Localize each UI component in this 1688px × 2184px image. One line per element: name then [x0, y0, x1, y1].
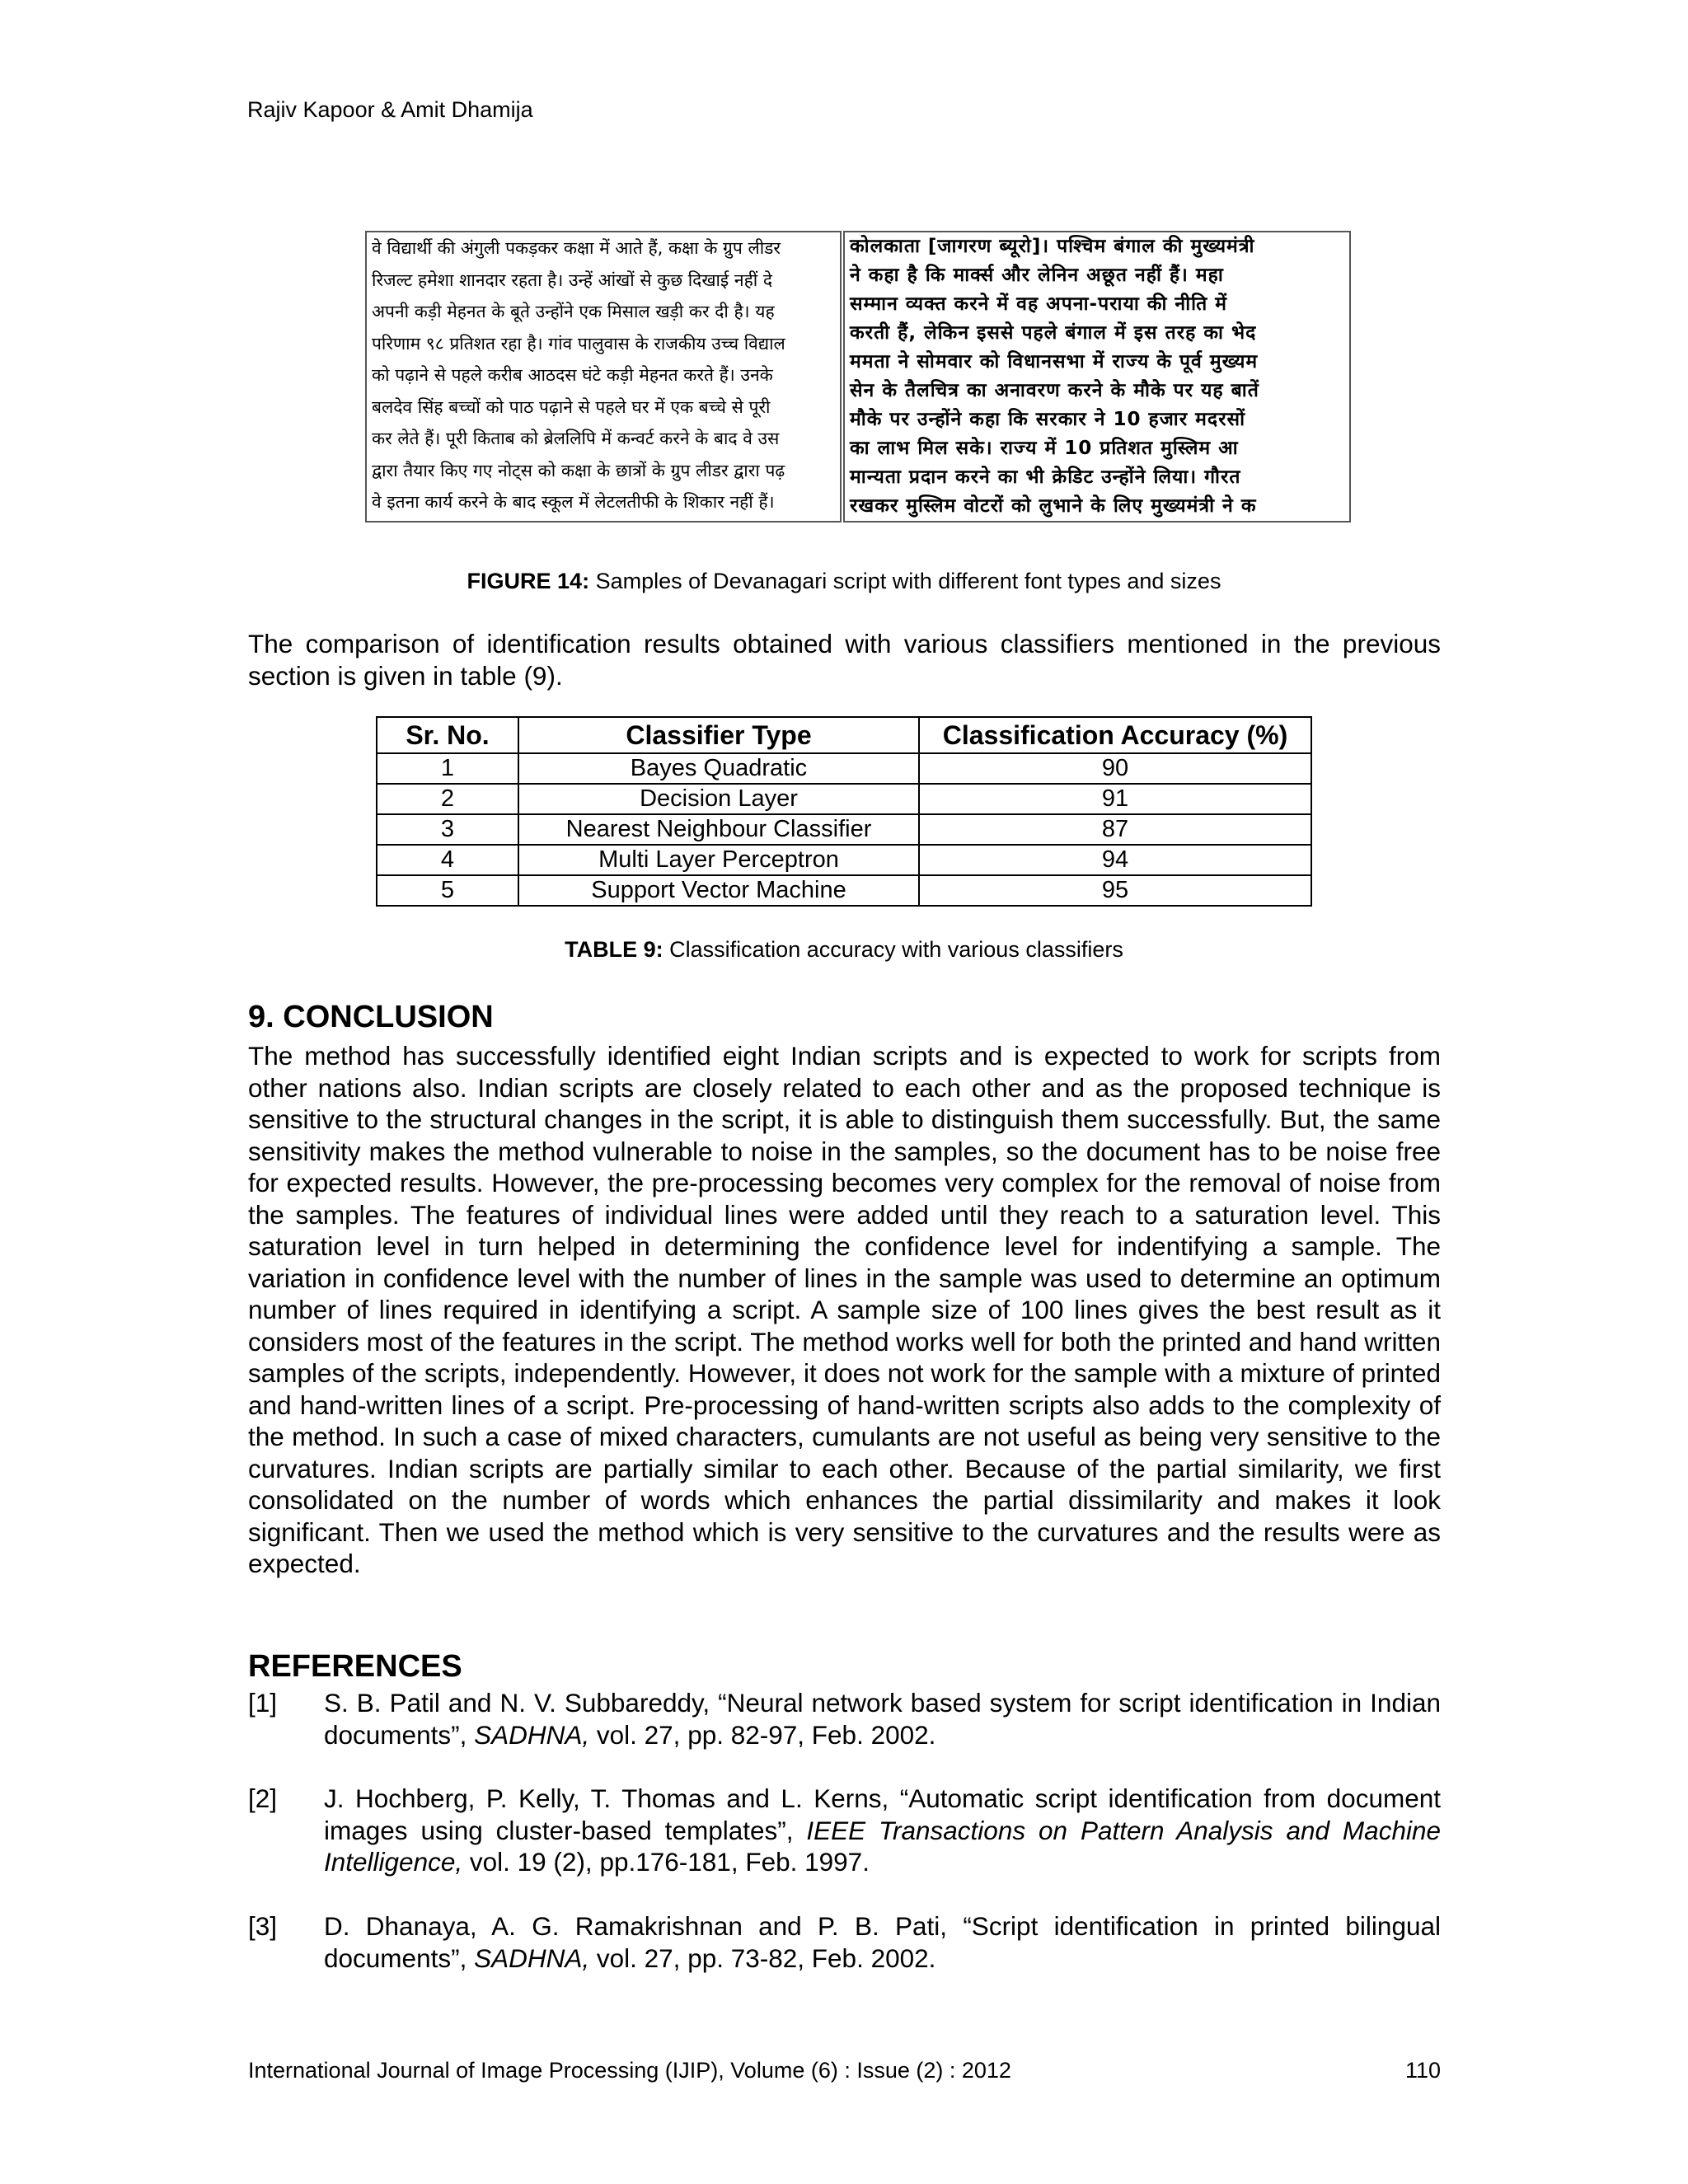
table-caption-text: Classification accuracy with various classifiers: [663, 937, 1123, 962]
table-caption-label: TABLE 9:: [565, 937, 663, 962]
figure-caption-label: FIGURE 14:: [467, 569, 590, 593]
table-cell: Decision Layer: [518, 784, 919, 814]
figure-text-line: कोलकाता [जागरण ब्यूरो]। पश्चिम बंगाल की मुख्यमंत्री: [850, 236, 1255, 257]
reference-number: [2]: [248, 1783, 278, 1813]
table-cell: 95: [919, 875, 1311, 906]
table-row: [377, 753, 1311, 784]
reference-text: [324, 1783, 1441, 1878]
figure-text-line: रखकर मुस्लिम वोटरों को लुभाने के लिए मुख्यमंत्री ने क: [850, 495, 1257, 517]
references-heading: REFERENCES: [248, 1649, 462, 1684]
table-cell: 2: [377, 784, 518, 814]
reference-details: vol. 19 (2), pp.176-181, Feb. 1997.: [462, 1847, 870, 1877]
table-cell: 94: [919, 845, 1311, 875]
table-cell: 3: [377, 814, 518, 845]
conclusion-body: The method has successfully identified eight Indian scripts and is expected to work for scripts from other nations also. Indian scripts are closely related to each other and as the proposed technique is sensitive to the structural changes in the script, it is able to distinguish them successfully. But, the same sensitivity makes the method vulnerable to noise in the samples, so the document has to be noise free for expected results. However, the pre-processing becomes very complex for the removal of noise from the samples. The features of individual lines were added until they reach to a saturation level. This saturation level in turn helped in determining the confidence level for indentifying a sample. The variation in confidence level with the number of lines in the sample was used to determine an optimum number of lines required in identifying a script. A sample size of 100 lines gives the best result as it considers most of the features in the script. The method works well for both the printed and hand written samples of the scripts, independently. However, it does not work for the sample with a mixture of printed and hand-written lines of a script. Pre-processing of hand-written scripts also adds to the complexity of the method. In such a case of mixed characters, cumulants are not useful as being very sensitive to the curvatures. Indian scripts are partially similar to each other. Because of the partial similarity, we first consolidated on the number of words which enhances the partial dissimilarity and makes it look significant. Then we used the method which is very sensitive to the curvatures and the results were as expected.: [248, 1041, 1441, 1578]
footer-journal: International Journal of Image Processing (IJIP), Volume (6) : Issue (2) : 2012: [248, 2058, 1011, 2083]
figure-sample-right: [843, 231, 1351, 523]
reference-authors-title: S. B. Patil and N. V. Subbareddy, “Neural network based system for script identification in Indian documents”,: [324, 1688, 1441, 1750]
figure-caption-text: Samples of Devanagari script with different font types and sizes: [589, 569, 1221, 593]
figure-sample-left: [365, 231, 842, 523]
reference-details: vol. 27, pp. 82-97, Feb. 2002.: [589, 1719, 936, 1750]
reference-item: [248, 1687, 1441, 1750]
table-header-cell: Classification Accuracy (%): [919, 717, 1311, 753]
table-cell: 1: [377, 753, 518, 784]
table-header-row: [377, 717, 1311, 753]
table-header-cell: Classifier Type: [518, 717, 919, 753]
running-head: Rajiv Kapoor & Amit Dhamija: [247, 97, 533, 122]
reference-number: [3]: [248, 1911, 278, 1941]
table-header-cell: Sr. No.: [377, 717, 518, 753]
table-row: [377, 845, 1311, 875]
table-cell: Multi Layer Perceptron: [518, 845, 919, 875]
reference-authors-title: J. Hochberg, P. Kelly, T. Thomas and L. Kerns, “Automatic script identification from document images using cluster-based templates”,: [324, 1783, 1441, 1845]
figure-text-line: वे इतना कार्य करने के बाद स्कूल में लेटलतीफी के शिकार नहीं हैं।: [372, 492, 775, 512]
table-caption: [0, 937, 1688, 963]
table-row: [377, 875, 1311, 906]
page-number: 110: [1404, 2058, 1441, 2083]
reference-item: [248, 1910, 1441, 1974]
reference-number: [1]: [248, 1688, 278, 1718]
figure-text-line: सेन के तैलचित्र का अनावरण करने के मौके पर यह बातें: [850, 380, 1259, 401]
intro-paragraph: The comparison of identification results obtained with various classifiers mentioned in the previous section is given in table (9).: [248, 629, 1441, 691]
classifier-table: [376, 716, 1312, 907]
table-row: [377, 784, 1311, 814]
figure-text-line: करती हैं, लेकिन इससे पहले बंगाल में इस तरह का भेद: [850, 322, 1257, 344]
figure-text-line: मान्यता प्रदान करने का भी क्रेडिट उन्होंने लिया। गौरत: [850, 466, 1241, 488]
figure-text-line: वे विद्यार्थी की अंगुली पकड़कर कक्षा में आते हैं, कक्षा के ग्रुप लीडर: [372, 238, 781, 258]
table-cell: Bayes Quadratic: [518, 753, 919, 784]
table-cell: 91: [919, 784, 1311, 814]
table-cell: Support Vector Machine: [518, 875, 919, 906]
reference-venue: SADHNA,: [474, 1719, 590, 1750]
reference-item: [248, 1783, 1441, 1878]
figure-caption: [0, 569, 1688, 594]
figure-text-line: ने कहा है कि मार्क्स और लेनिन अछूत नहीं हैं। महा: [850, 265, 1224, 286]
table-cell: 87: [919, 814, 1311, 845]
reference-text: [324, 1687, 1441, 1750]
figure-text-line: का लाभ मिल सके। राज्य में 10 प्रतिशत मुस्लिम आ: [850, 438, 1239, 459]
figure-text-line: को पढ़ाने से पहले करीब आठदस घंटे कड़ी मेहनत करते हैं। उनके: [372, 365, 773, 385]
figure-text-line: परिणाम ९८ प्रतिशत रहा है। गांव पालुवास के राजकीय उच्च विद्याल: [372, 333, 785, 354]
figure-text-line: ममता ने सोमवार को विधानसभा में राज्य के पूर्व मुख्यम: [850, 351, 1259, 373]
table-row: [377, 814, 1311, 845]
figure-text-line: सम्मान व्यक्त करने में वह अपना-पराया की नीति में: [850, 293, 1227, 315]
table-cell: 5: [377, 875, 518, 906]
figure-text-line: कर लेते हैं। पूरी किताब को ब्रेललिपि में कन्वर्ट करने के बाद वे उस: [372, 429, 780, 448]
reference-text: [324, 1910, 1441, 1974]
figure-text-line: द्वारा तैयार किए गए नोट्स को कक्षा के छात्रों के ग्रुप लीडर द्वारा पढ़: [372, 460, 785, 480]
conclusion-heading: 9. CONCLUSION: [248, 1000, 494, 1034]
table-cell: 4: [377, 845, 518, 875]
reference-details: vol. 27, pp. 73-82, Feb. 2002.: [589, 1943, 936, 1973]
figure-text-line: मौके पर उन्होंने कहा कि सरकार ने 10 हजार मदरसों: [850, 409, 1246, 430]
reference-venue: IEEE Transactions on Pattern Analysis and Machine Intelligence,: [324, 1815, 1441, 1877]
reference-venue: SADHNA,: [474, 1943, 590, 1973]
figure-text-line: रिजल्ट हमेशा शानदार रहता है। उन्हें आंखों से कुछ दिखाई नहीं दे: [372, 269, 772, 290]
figure-text-line: बलदेव सिंह बच्चों को पाठ पढ़ाने से पहले घर में एक बच्चे से पूरी: [372, 396, 771, 417]
figure-text-line: अपनी कड़ी मेहनत के बूते उन्होंने एक मिसाल खड़ी कर दी है। यह: [372, 302, 775, 321]
table-cell: 90: [919, 753, 1311, 784]
reference-authors-title: D. Dhanaya, A. G. Ramakrishnan and P. B. Pati, “Script identification in printed bilingual documents”,: [324, 1911, 1441, 1973]
table-cell: Nearest Neighbour Classifier: [518, 814, 919, 845]
